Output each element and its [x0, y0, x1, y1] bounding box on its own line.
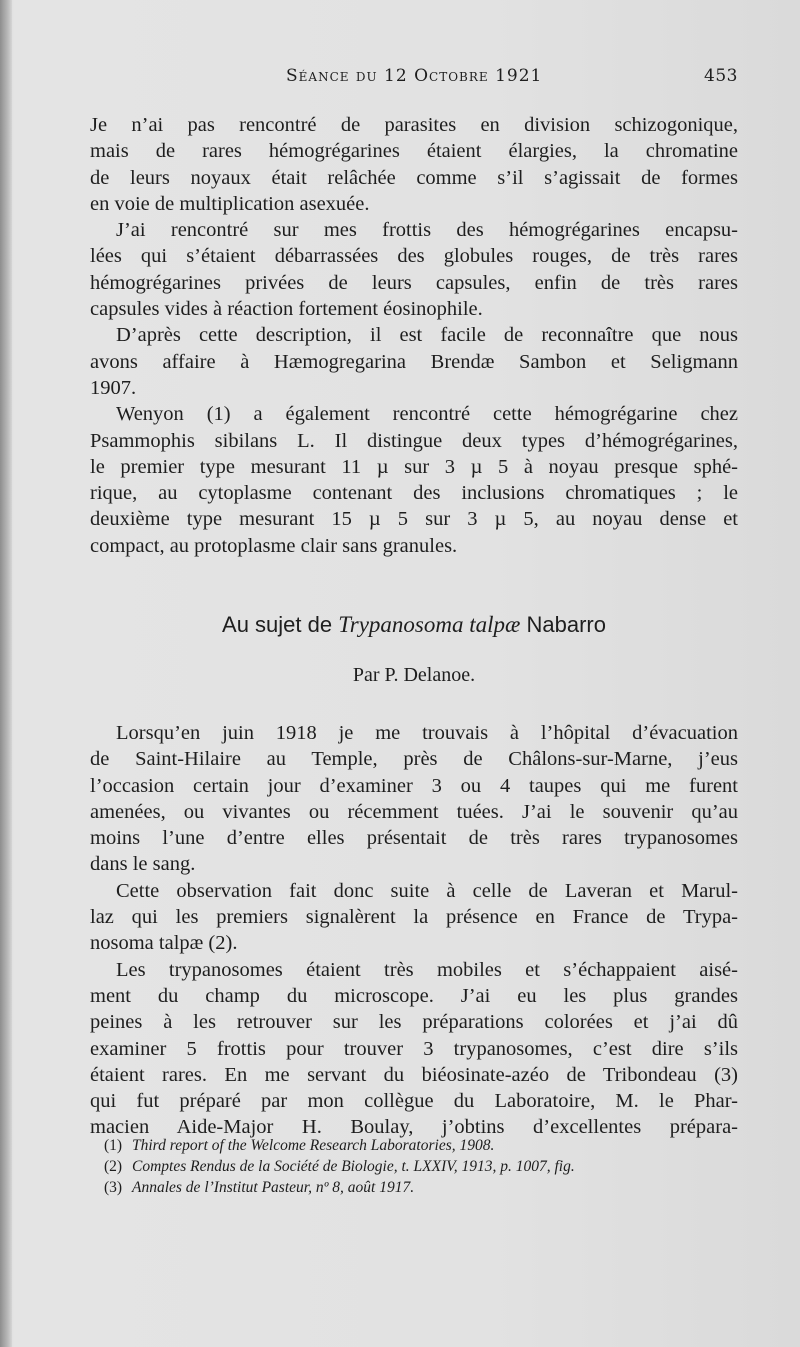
text-line: Lorsqu’en juin 1918 je me trouvais à l’hôpital d’évacuation: [116, 722, 738, 744]
footnote: [104, 1156, 744, 1177]
text-line: lées qui s’étaient débarrassées des globules rouges, de très rares: [90, 245, 738, 268]
text-line: de Saint-Hilaire au Temple, près de Châlons-sur-Marne, j’eus: [90, 748, 738, 771]
footnote: [104, 1135, 744, 1156]
page-gutter-shadow: [0, 0, 12, 1347]
page-number: 453: [704, 66, 738, 86]
text-line: Je n’ai pas rencontré de parasites en division schizogonique,: [90, 114, 738, 136]
text-line: Les trypanosomes étaient très mobiles et s’échappaient aisé-: [116, 958, 738, 981]
text-line: le premier type mesurant 11 µ sur 3 µ 5 à noyau presque sphé-: [90, 455, 738, 478]
running-header: [90, 66, 738, 92]
running-title: Séance du 12 Octobre 1921: [286, 66, 543, 86]
text-line: Wenyon (1) a également rencontré cette hémogrégarine chez: [116, 403, 738, 426]
text-line: en voie de multiplication asexuée.: [90, 192, 370, 215]
text-line: Psammophis sibilans L. Il distingue deux types d’hémogrégarines,: [90, 429, 738, 452]
title-prefix: Au sujet de: [222, 612, 333, 637]
text-line: étaient rares. En me servant du biéosinate-azéo de Tribondeau (3): [90, 1063, 738, 1086]
text-line: capsules vides à réaction fortement éosinophile.: [90, 298, 483, 321]
article-title: [90, 612, 738, 638]
text-line: deuxième type mesurant 15 µ 5 sur 3 µ 5, au noyau dense et: [90, 508, 738, 531]
footnotes: [104, 1135, 744, 1198]
text-line: macien Aide-Major H. Boulay, j’obtins d’excellentes prépara-: [90, 1116, 738, 1139]
text-line: de leurs noyaux était relâchée comme s’il s’agissait de formes: [90, 166, 738, 189]
footnote-number: (2): [104, 1158, 123, 1175]
text-line: D’après cette description, il est facile de reconnaître que nous: [116, 324, 738, 347]
footnote: [104, 1177, 744, 1198]
footnote-text: Annales de l’Institut Pasteur, nº 8, août 1917.: [132, 1179, 415, 1196]
article-author: Par P. Delanoe.: [352, 664, 476, 686]
footnote-text: Comptes Rendus de la Société de Biologie, t. LXXIV, 1913, p. 1007, fig.: [132, 1158, 575, 1175]
text-line: avons affaire à Hæmogregarina Brendæ Sambon et Seligmann: [90, 350, 738, 373]
text-line: amenées, ou vivantes ou récemment tuées. J’ai le souvenir qu’au: [90, 800, 738, 823]
text-line: l’occasion certain jour d’examiner 3 ou 4 taupes qui me furent: [90, 774, 738, 797]
text-line: examiner 5 frottis pour trouver 3 trypanosomes, c’est dire s’ils: [90, 1037, 738, 1060]
title-suffix: Nabarro: [526, 612, 606, 637]
text-line: hémogrégarines privées de leurs capsules, enfin de très rares: [90, 271, 738, 294]
section-trypanosoma-text: [90, 720, 738, 1141]
text-line: nosoma talpæ (2).: [90, 932, 238, 955]
text-line: dans le sang.: [90, 853, 196, 876]
text-line: peines à les retrouver sur les préparations colorées et j’ai dû: [90, 1011, 738, 1034]
footnote-number: (3): [104, 1179, 123, 1196]
text-line: laz qui les premiers signalèrent la présence en France de Trypa-: [90, 906, 738, 929]
text-line: ment du champ du microscope. J’ai eu les plus grandes: [90, 984, 738, 1007]
text-line: moins l’une d’entre elles présentait de très rares trypanosomes: [90, 827, 738, 850]
text-line: Cette observation fait donc suite à celle de Laveran et Marul-: [116, 879, 738, 902]
text-line: mais de rares hémogrégarines étaient élargies, la chromatine: [90, 140, 738, 163]
footnote-number: (1): [104, 1137, 123, 1154]
title-species: Trypanosoma talpæ: [338, 612, 521, 637]
text-line: J’ai rencontré sur mes frottis des hémogrégarines encapsu-: [116, 219, 738, 242]
footnote-text: Third report of the Welcome Research Laboratories, 1908.: [132, 1137, 495, 1154]
text-line: 1907.: [90, 376, 137, 399]
text-line: qui fut préparé par mon collègue du Laboratoire, M. le Phar-: [90, 1090, 738, 1113]
section-hemogregarine-text: [90, 112, 738, 559]
text-line: rique, au cytoplasme contenant des inclusions chromatiques ; le: [90, 482, 738, 505]
text-line: compact, au protoplasme clair sans granules.: [90, 534, 458, 557]
